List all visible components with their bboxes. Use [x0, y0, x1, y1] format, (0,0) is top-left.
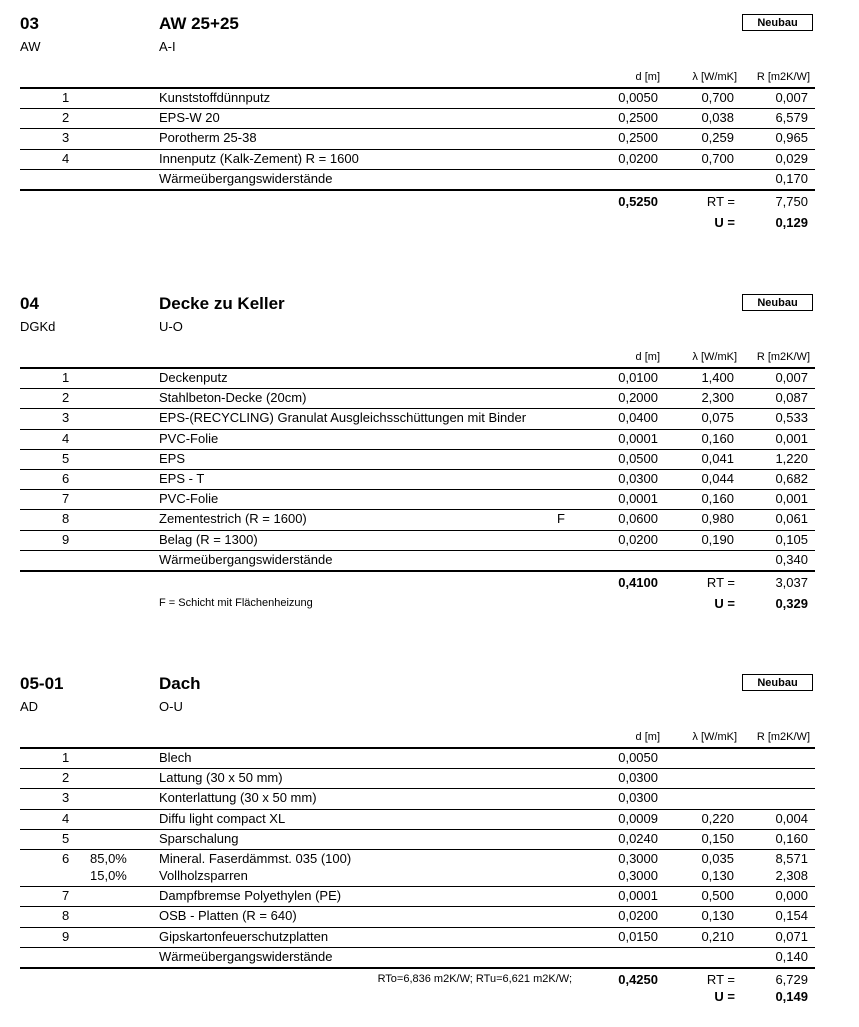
row-material: Lattung (30 x 50 mm): [159, 770, 283, 786]
table-rule: [20, 886, 815, 887]
table-row: [0, 750, 859, 770]
row-index: 4: [62, 430, 70, 446]
section-number: 03: [20, 14, 39, 33]
row-material: EPS-(RECYCLING) Granulat Ausgleichsschüttungen mit Binder: [159, 410, 527, 426]
column-header-lambda: λ [W/mK]: [692, 731, 737, 743]
row-resistance: 0,001: [775, 491, 808, 507]
row-thickness: 0,3000: [618, 868, 658, 883]
row-index: 2: [62, 110, 70, 126]
rt-value: 3,037: [775, 575, 808, 590]
row-thickness: 0,2500: [618, 110, 658, 126]
section-number: 05-01: [20, 674, 64, 693]
row-material: Vollholzsparren: [159, 868, 248, 883]
table-rule: [20, 550, 815, 551]
row-material: Deckenputz: [159, 370, 228, 385]
row-thickness: 0,2000: [618, 390, 658, 406]
table-rule: [20, 509, 815, 510]
row-index: 7: [62, 491, 70, 507]
column-header-resistance: R [m2K/W]: [756, 731, 810, 743]
row-resistance: 1,220: [775, 450, 808, 466]
row-lambda: 0,700: [701, 150, 734, 166]
row-resistance: 2,308: [775, 868, 808, 883]
table-rule: [20, 906, 815, 907]
table-row: [0, 532, 859, 552]
section-number: 04: [20, 294, 39, 313]
row-material: EPS: [159, 450, 186, 466]
row-resistance: 0,154: [775, 908, 808, 924]
row-resistance: 0,105: [775, 531, 808, 547]
row-lambda: 0,160: [701, 430, 734, 446]
construction-section: [0, 672, 859, 1012]
row-material: Blech: [159, 750, 192, 765]
row-index: 6: [62, 851, 70, 866]
table-rule: [20, 169, 815, 170]
row-thickness: 0,0001: [618, 430, 658, 446]
section-title: Decke zu Keller: [159, 294, 285, 313]
table-rule: [20, 768, 815, 769]
row-lambda: 0,160: [701, 491, 734, 507]
section-title: Dach: [159, 674, 201, 693]
row-lambda: 0,038: [701, 110, 734, 126]
resistance-bounds: RTo=6,836 m2K/W; RTu=6,621 m2K/W;: [377, 973, 572, 985]
table-rule-thick: [20, 189, 815, 191]
u-value: 0,329: [775, 596, 808, 611]
row-index: 7: [62, 888, 70, 904]
row-index: 6: [62, 471, 70, 486]
table-rule: [20, 809, 815, 810]
row-material: Stahlbeton-Decke (20cm): [159, 390, 307, 406]
table-row: [0, 471, 859, 491]
row-flag: F: [557, 511, 565, 527]
row-thickness: 0,0400: [618, 410, 658, 426]
row-index: 1: [62, 370, 70, 385]
table-row: [0, 451, 859, 471]
row-lambda: 0,035: [701, 851, 734, 866]
row-resistance: 0,001: [775, 430, 808, 446]
u-label: U =: [714, 596, 735, 611]
status-badge: Neubau: [742, 14, 813, 31]
row-resistance: 0,007: [775, 370, 808, 385]
row-index: 2: [62, 770, 70, 786]
row-resistance: 6,579: [775, 110, 808, 126]
row-thickness: 0,0300: [618, 471, 658, 486]
table-rule-thick: [20, 87, 815, 89]
total-thickness: 0,4250: [618, 972, 658, 987]
row-material: Sparschalung: [159, 830, 239, 846]
row-resistance: 0,061: [775, 511, 808, 527]
row-index: 5: [62, 830, 70, 846]
row-material: EPS-W 20: [159, 110, 220, 126]
table-row: [0, 770, 859, 790]
column-header-lambda: λ [W/mK]: [692, 351, 737, 363]
row-index: 9: [62, 928, 70, 944]
footnote: F = Schicht mit Flächenheizung: [159, 597, 313, 609]
row-thickness: 0,0600: [618, 511, 658, 527]
row-material: Konterlattung (30 x 50 mm): [159, 790, 317, 806]
status-badge: Neubau: [742, 294, 813, 311]
row-lambda: 0,980: [701, 511, 734, 527]
rt-value: 7,750: [775, 194, 808, 209]
u-label: U =: [714, 215, 735, 230]
status-badge: Neubau: [742, 674, 813, 691]
column-header-resistance: R [m2K/W]: [756, 351, 810, 363]
row-material: Dampfbremse Polyethylen (PE): [159, 888, 342, 904]
row-resistance: 0,160: [775, 830, 808, 846]
row-thickness: 0,0200: [618, 908, 658, 924]
table-row: [0, 390, 859, 410]
row-lambda: 0,130: [701, 868, 734, 883]
row-lambda: 0,210: [701, 928, 734, 944]
row-resistance: 8,571: [775, 851, 808, 866]
row-thickness: 0,0300: [618, 770, 658, 786]
row-thickness: 0,0200: [618, 150, 658, 166]
row-index: 2: [62, 390, 70, 406]
row-material: EPS - T: [159, 471, 205, 486]
table-row: [0, 410, 859, 430]
row-lambda: 0,220: [701, 810, 734, 826]
row-thickness: 0,0009: [618, 810, 658, 826]
table-row: [0, 110, 859, 130]
transfer-resistance-label: Wärmeübergangswiderstände: [159, 170, 333, 186]
table-rule: [20, 927, 815, 928]
row-lambda: 0,190: [701, 531, 734, 547]
row-material: Diffu light compact XL: [159, 810, 286, 826]
row-material: Gipskartonfeuerschutzplatten: [159, 928, 329, 944]
row-thickness: 0,0150: [618, 928, 658, 944]
row-resistance: 0,000: [775, 888, 808, 904]
row-lambda: 0,130: [701, 908, 734, 924]
row-lambda: 0,700: [701, 90, 734, 105]
row-thickness: 0,0200: [618, 531, 658, 547]
table-row: [0, 151, 859, 171]
column-header-thickness: d [m]: [635, 731, 660, 743]
column-header-resistance: R [m2K/W]: [756, 71, 810, 83]
row-resistance: 0,071: [775, 928, 808, 944]
row-material: Belag (R = 1300): [159, 531, 258, 547]
row-resistance: 0,004: [775, 810, 808, 826]
table-row: [0, 888, 859, 908]
row-thickness: 0,0001: [618, 888, 658, 904]
table-row: [0, 831, 859, 851]
section-code: AW: [20, 39, 41, 54]
table-row: [0, 491, 859, 511]
section-code: AD: [20, 699, 39, 714]
table-row: [0, 851, 859, 883]
table-row: [0, 431, 859, 451]
row-lambda: 0,259: [701, 130, 734, 146]
transfer-resistance-label: Wärmeübergangswiderstände: [159, 948, 333, 964]
section-direction: A-I: [159, 39, 176, 54]
table-row: [0, 929, 859, 949]
table-rule: [20, 829, 815, 830]
transfer-resistance-value: 0,340: [775, 551, 808, 567]
row-material: Kunststoffdünnputz: [159, 90, 271, 105]
row-thickness: 0,0001: [618, 491, 658, 507]
row-material: PVC-Folie: [159, 491, 219, 507]
table-rule: [20, 788, 815, 789]
column-header-thickness: d [m]: [635, 351, 660, 363]
u-label: U =: [714, 989, 735, 1004]
rt-label: RT =: [706, 194, 735, 209]
row-resistance: 0,965: [775, 130, 808, 146]
transfer-resistance-value: 0,170: [775, 170, 808, 186]
section-direction: O-U: [159, 699, 183, 714]
row-thickness: 0,0050: [618, 90, 658, 105]
rt-value: 6,729: [775, 972, 808, 987]
table-rule: [20, 489, 815, 490]
table-rule: [20, 469, 815, 470]
row-material: Innenputz (Kalk-Zement) R = 1600: [159, 150, 359, 166]
rt-label: RT =: [706, 575, 735, 590]
row-index: 8: [62, 908, 70, 924]
table-row: [0, 790, 859, 810]
row-index: 3: [62, 790, 70, 806]
row-thickness: 0,0100: [618, 370, 658, 385]
row-index: 4: [62, 150, 70, 166]
table-rule: [20, 947, 815, 948]
table-rule: [20, 429, 815, 430]
u-value: 0,129: [775, 215, 808, 230]
row-resistance: 0,533: [775, 410, 808, 426]
table-rule: [20, 149, 815, 150]
row-index: 8: [62, 511, 70, 527]
table-rule: [20, 449, 815, 450]
row-resistance: 0,682: [775, 471, 808, 486]
row-index: 3: [62, 410, 70, 426]
row-lambda: 0,041: [701, 450, 734, 466]
row-resistance: 0,087: [775, 390, 808, 406]
row-index: 4: [62, 810, 70, 826]
table-row: [0, 370, 859, 390]
section-title: AW 25+25: [159, 14, 239, 33]
u-value: 0,149: [775, 989, 808, 1004]
table-rule: [20, 849, 815, 850]
row-index: 3: [62, 130, 70, 146]
construction-section: [0, 292, 859, 632]
row-material: Mineral. Faserdämmst. 035 (100): [159, 851, 352, 866]
total-thickness: 0,4100: [618, 575, 658, 590]
transfer-resistance-label: Wärmeübergangswiderstände: [159, 551, 333, 567]
table-rule-thick: [20, 967, 815, 969]
row-resistance: 0,007: [775, 90, 808, 105]
row-thickness: 0,3000: [618, 851, 658, 866]
row-index: 9: [62, 531, 70, 547]
row-index: 5: [62, 450, 70, 466]
row-thickness: 0,0240: [618, 830, 658, 846]
table-row: [0, 130, 859, 150]
row-index: 1: [62, 750, 70, 765]
row-share: 15,0%: [90, 868, 127, 883]
table-rule-thick: [20, 367, 815, 369]
row-lambda: 1,400: [701, 370, 734, 385]
table-row: [0, 908, 859, 928]
column-header-thickness: d [m]: [635, 71, 660, 83]
total-thickness: 0,5250: [618, 194, 658, 209]
table-rule: [20, 408, 815, 409]
row-lambda: 0,500: [701, 888, 734, 904]
row-thickness: 0,0050: [618, 750, 658, 765]
section-code: DGKd: [20, 319, 56, 334]
table-row: [0, 511, 859, 531]
table-rule: [20, 530, 815, 531]
table-row: [0, 811, 859, 831]
table-rule: [20, 128, 815, 129]
transfer-resistance-value: 0,140: [775, 948, 808, 964]
row-lambda: 0,044: [701, 471, 734, 486]
rt-label: RT =: [706, 972, 735, 987]
table-rule-thick: [20, 747, 815, 749]
row-index: 1: [62, 90, 70, 105]
row-thickness: 0,2500: [618, 130, 658, 146]
table-rule: [20, 388, 815, 389]
row-lambda: 2,300: [701, 390, 734, 406]
row-resistance: 0,029: [775, 150, 808, 166]
table-rule: [20, 108, 815, 109]
row-material: Porotherm 25-38: [159, 130, 257, 146]
column-header-lambda: λ [W/mK]: [692, 71, 737, 83]
table-row: [0, 90, 859, 110]
section-direction: U-O: [159, 319, 183, 334]
row-lambda: 0,150: [701, 830, 734, 846]
row-thickness: 0,0300: [618, 790, 658, 806]
row-share: 85,0%: [90, 851, 127, 866]
row-thickness: 0,0500: [618, 450, 658, 466]
table-rule-thick: [20, 570, 815, 572]
row-material: Zementestrich (R = 1600): [159, 511, 307, 527]
row-material: OSB - Platten (R = 640): [159, 908, 297, 924]
row-lambda: 0,075: [701, 410, 734, 426]
row-material: PVC-Folie: [159, 430, 219, 446]
